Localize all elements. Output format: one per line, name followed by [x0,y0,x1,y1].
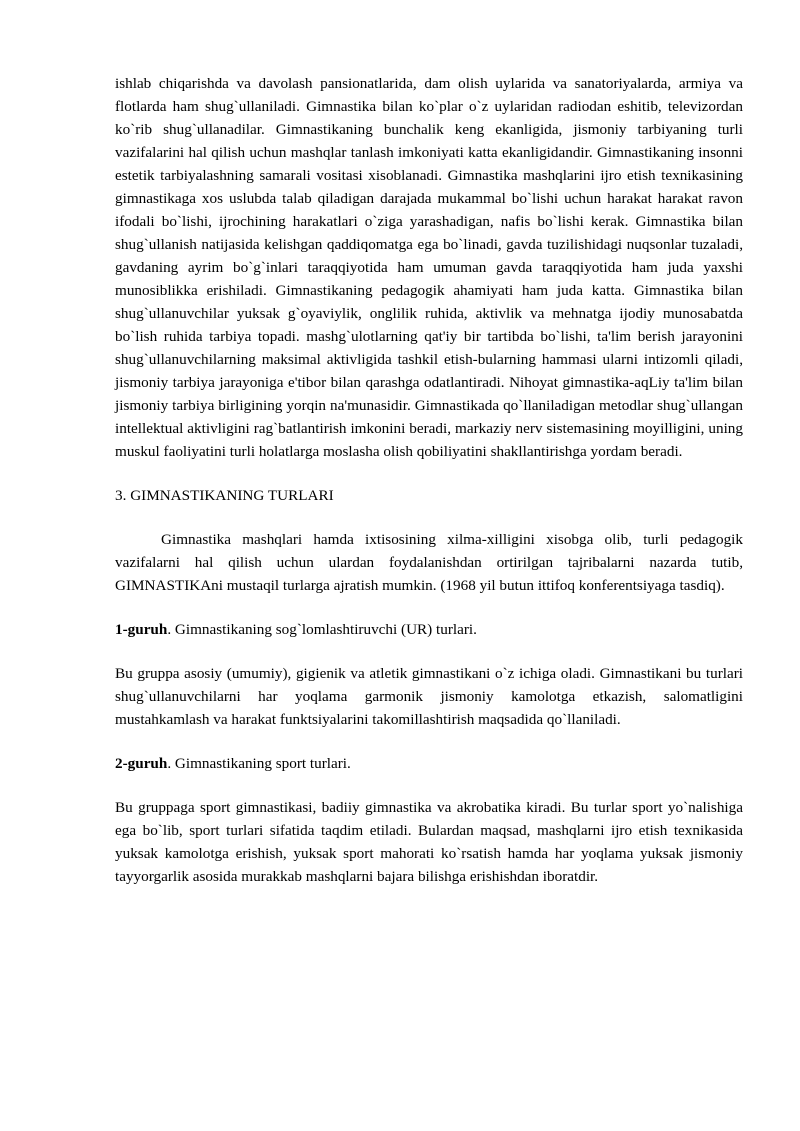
section-heading: 3. GIMNASTIKANING TURLARI [115,487,334,504]
body-paragraph-intro: ishlab chiqarishda va davolash pansionatlarida, dam olish uylarida va sanatoriyalarda, armiya va flotlarda ham shug`ullaniladi. Gimnastika bilan ko`plar o`z uylaridan radiodan eshitib, televizordan ko`rib shug`ullanadilar. Gimnastikaning bunchalik keng ekanligida, jismoniy tarbiyaning turli vazifalarini hal qilish uchun mashqlar tanlash imkoniyati katta ekanligidandir. Gimnastikaning insonni estetik tarbiyalashning samarali vositasi xisoblanadi. Gimnastika mashqlarini ijro etish texnikasining gimnastikaga xos uslubda talab qiladigan darajada mukammal bo`lishi uchun harakat harakat ravon ifodali bo`lishi, ijrochining harakatlari o`ziga yarashadigan, nafis bo`lishi kerak. Gimnastika bilan shug`ullanish natijasida kelishgan qaddiqomatga ega bo`linadi, gavda tuzilishidagi nuqsonlar tuzaladi, gavdaning ayrim bo`g`inlari taraqqiyotida ham umuman gavda taraqqiyotida ham juda yaxshi munosiblikka erishiladi. Gimnastikaning pedagogik ahamiyati ham juda katta. Gimnastika bilan shug`ullanuvchilar yuksak g`oyaviylik, onglilik ruhida, aktivlik va mehnatga ijodiy munosabatda bo`lish ruhida tarbiya topadi. mashg`ulotlarning qat'iy bir tartibda bo`lishi, ta'lim berish jarayonini shug`ullanuvchilarning maksimal aktivligida tashkil etish-bularning hammasi ularni intizomli qiladi, jismoniy tarbiya jarayoniga e'tibor bilan qarashga odatlantiradi. Nihoyat gimnastika-aqLiy ta'lim bilan jismoniy tarbiya birligining yorqin na'munasidir. Gimnastikada qo`llaniladigan metodlar shug`ullangan intellektual aktivligini rag`batlantirish imkonini beradi, markaziy nerv sistemasining moyilligini, uning muskul faoliyatini turli holatlarga moslasha olish qobiliyatini shakllantirishga yordam beradi. [115,75,743,460]
group-label-2: 2-guruh [115,755,168,772]
group-heading-2 [115,752,743,775]
group-title-2: . Gimnastikaning sport turlari. [167,755,351,772]
group-heading-1 [115,618,743,641]
body-paragraph-group-2: Bu gruppaga sport gimnastikasi, badiiy gimnastika va akrobatika kiradi. Bu turlar sport yo`nalishiga ega bo`lib, sport turlari sifatida taqdim etiladi. Bulardan maqsad, mashqlarni ijro etish texnikasida yuksak kamolotga erishish, yuksak sport mahorati ko`rsatish hamda har yoqlama yuksak jismoniy tayyorgarlik asosida murakkab mashqlarni bajara bilishga erishishdan iboratdir. [115,799,743,885]
body-paragraph-classification: Gimnastika mashqlari hamda ixtisosining xilma-xilligini xisobga olib, turli pedagogik vazifalarni hal qilish uchun ulardan foydalanishdan ortirilgan tajribalarni nazarda tutib, GIMNASTIKAni mustaqil turlarga ajratish mumkin. (1968 yil butun ittifoq konferentsiyaga tasdiq). [115,531,743,594]
group-label-1: 1-guruh [115,621,168,638]
body-paragraph-group-1: Bu gruppa asosiy (umumiy), gigienik va atletik gimnastikani o`z ichiga oladi. Gimnastikani bu turlari shug`ullanuvchilarni har yoqlama garmonik jismoniy kamolotga etkazish, salomatligini mustahkamlash va harakat funktsiyalarini takomillashtirish maqsadida qo`llaniladi. [115,665,743,728]
document-page [115,72,743,888]
group-title-1: . Gimnastikaning sog`lomlashtiruvchi (UR) turlari. [167,621,477,638]
